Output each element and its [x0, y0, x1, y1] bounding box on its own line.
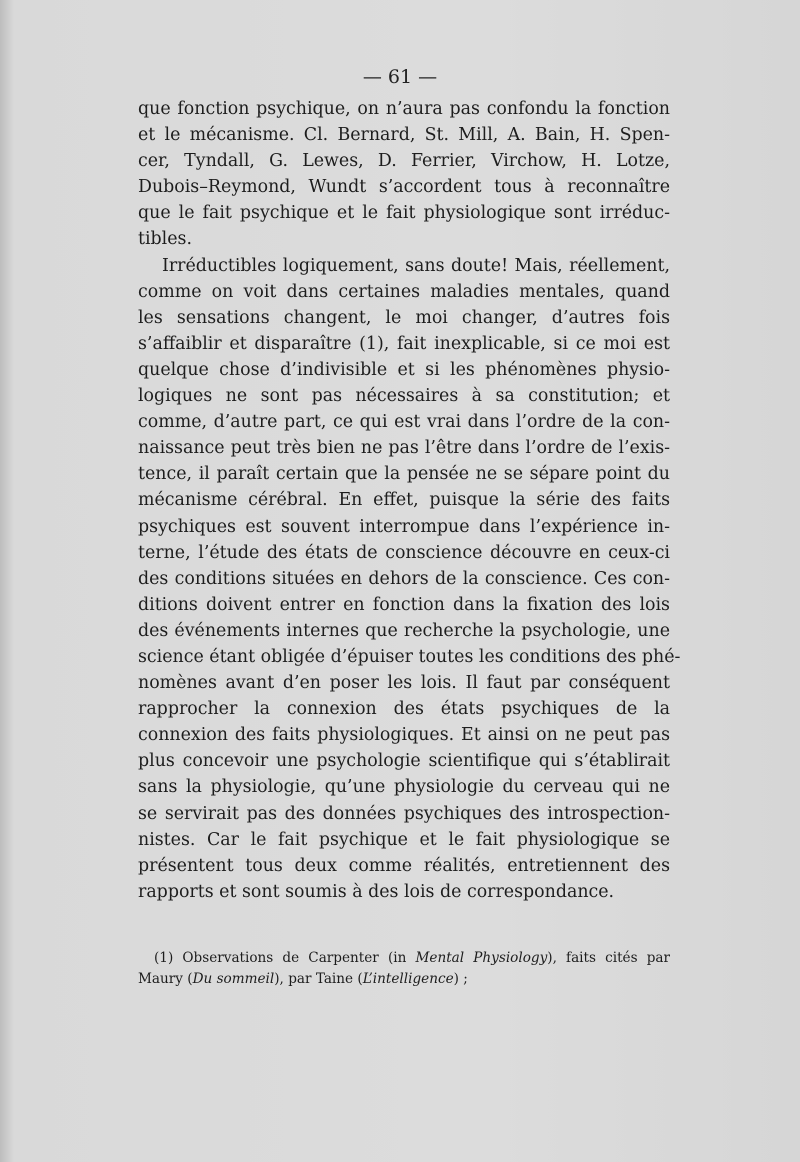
text-line: présentent tous deux comme réalités, entretiennent des	[138, 855, 670, 876]
text-line: tence, il paraît certain que la pensée ne se sépare point du	[138, 464, 670, 485]
text-line: Dubois–Reymond, Wundt s’accordent tous à reconnaître	[138, 177, 670, 198]
text-line: naissance peut très bien ne pas l’être dans l’ordre de l’exis-	[138, 438, 670, 459]
footnote-text: ), par Taine (	[274, 971, 363, 987]
text-line: et le mécanisme. Cl. Bernard, St. Mill, A. Bain, H. Spen-	[138, 125, 670, 146]
text-line: plus concevoir une psychologie scientifique qui s’établirait	[138, 751, 670, 772]
footnote-line	[138, 969, 670, 990]
text-line: sans la physiologie, qu’une physiologie du cerveau qui ne	[138, 777, 670, 798]
text-line: terne, l’étude des états de conscience découvre en ceux-ci	[138, 542, 670, 563]
text-line: rapprocher la connexion des états psychiques de la	[138, 699, 670, 720]
text-line: nomènes avant d’en poser les lois. Il faut par conséquent	[138, 673, 670, 694]
footnote-title: L’intelligence	[362, 971, 454, 987]
text-line: nistes. Car le fait psychique et le fait physiologique se	[138, 829, 670, 850]
text-line: logiques ne sont pas nécessaires à sa constitution; et	[138, 386, 670, 407]
text-line: science étant obligée d’épuiser toutes les conditions des phé-	[138, 646, 681, 667]
text-line: des conditions situées en dehors de la conscience. Ces con-	[138, 568, 670, 589]
page-number: — 61 —	[362, 66, 438, 88]
footnote-text: Maury (	[138, 971, 193, 987]
text-line: se servirait pas des données psychiques des introspection-	[138, 803, 670, 824]
footnote-title: Du sommeil	[192, 971, 275, 987]
footnote	[138, 948, 670, 990]
text-line: connexion des faits physiologiques. Et ainsi on ne peut pas	[138, 725, 670, 746]
footnote-title: Mental Physiology	[415, 950, 548, 966]
text-line: ditions doivent entrer en fonction dans la fixation des lois	[138, 594, 670, 615]
text-line: des événements internes que recherche la psychologie, une	[138, 620, 670, 641]
text-line: tibles.	[138, 229, 192, 250]
text-line: s’affaiblir et disparaître (1), fait inexplicable, si ce moi est	[138, 333, 670, 354]
body-text	[138, 96, 681, 905]
text-line: comme, d’autre part, ce qui est vrai dans l’ordre de la con-	[138, 412, 670, 433]
footnote-line	[138, 948, 670, 969]
text-line: que fonction psychique, on n’aura pas confondu la fonction	[138, 99, 670, 119]
text-line: mécanisme cérébral. En effet, puisque la série des faits	[138, 490, 670, 511]
text-line: rapports et sont soumis à des lois de correspondance.	[138, 881, 615, 902]
text-line: cer, Tyndall, G. Lewes, D. Ferrier, Virchow, H. Lotze,	[138, 151, 670, 172]
text-line: que le fait psychique et le fait physiologique sont irréduc-	[138, 203, 670, 224]
text-line: Irréductibles logiquement, sans doute! Mais, réellement,	[162, 255, 670, 276]
text-line: quelque chose d’indivisible et si les phénomènes physio-	[138, 359, 670, 380]
text-line: comme on voit dans certaines maladies mentales, quand	[138, 281, 670, 302]
footnote-text: ) ;	[453, 971, 468, 987]
text-line: psychiques est souvent interrompue dans l’expérience in-	[138, 516, 670, 537]
footnote-text: (1) Observations de Carpenter (in	[154, 950, 416, 966]
footnote-text: ), faits cités par	[547, 950, 670, 966]
text-line: les sensations changent, le moi changer, d’autres fois	[138, 307, 670, 328]
